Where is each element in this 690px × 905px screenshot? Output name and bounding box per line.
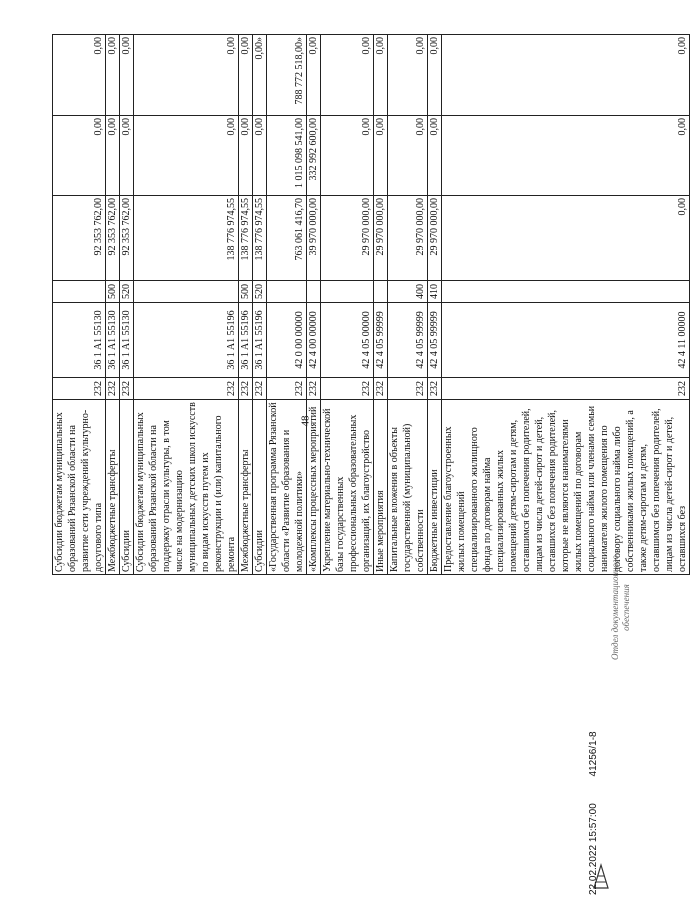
row-name: Субсидии — [120, 400, 134, 575]
row-sum-3: 0,00 — [388, 35, 428, 116]
rotated-table-container — [52, 35, 688, 575]
row-csr: 36 1 A1 55130 — [120, 303, 134, 378]
table-row — [321, 35, 374, 575]
row-vr — [53, 281, 106, 303]
row-csr: 36 1 A1 55196 — [253, 303, 267, 378]
row-sum-2: 0,00 — [239, 116, 253, 196]
row-name: Предоставление благоустроенных жилых помещений специализированного жилищного фонда по договорам найма специализированных жилых помещений детям-сиротам и детям, оставшимся без попечения родителей, лицам из числа детей-сирот и детей, оставшихся без попечения родителей, которые не являются нанимателями жилых помещений по договорам социального найма или членами семьи нанимателя жилого помещения по договору социального найма либо собственниками жилых помещений, а также детям-сиротам и детям, оставшимся без попечения родителей, лицам из числа детей-сирот и детей, оставшихся без — [442, 400, 690, 575]
row-name: Капитальные вложения в объекты государственной (муниципальной) собственности — [388, 400, 428, 575]
row-sum-3: 0,00» — [253, 35, 267, 116]
row-ministry: 232 — [253, 378, 267, 400]
row-sum-1: 29 970 000,00 — [321, 196, 374, 281]
row-sum-2: 0,00 — [253, 116, 267, 196]
row-name: Иные мероприятия — [374, 400, 388, 575]
row-ministry: 232 — [120, 378, 134, 400]
row-sum-1: 0,00 — [442, 196, 690, 281]
row-sum-2: 0,00 — [388, 116, 428, 196]
row-sum-1: 92 353 762,00 — [106, 196, 120, 281]
row-sum-3: 0,00 — [307, 35, 321, 116]
budget-table-body — [53, 35, 690, 575]
row-sum-3: 0,00 — [428, 35, 442, 116]
table-row — [267, 35, 307, 575]
row-sum-3: 0,00 — [374, 35, 388, 116]
row-csr: 36 1 A1 55196 — [239, 303, 253, 378]
row-sum-3: 0,00 — [134, 35, 239, 116]
row-ministry: 232 — [53, 378, 106, 400]
row-name: Межбюджетные трансферты — [106, 400, 120, 575]
row-sum-1: 92 353 762,00 — [53, 196, 106, 281]
row-vr — [134, 281, 239, 303]
row-ministry: 232 — [134, 378, 239, 400]
stamp-line-1: Отдел документационного — [610, 555, 620, 660]
row-csr: 42 4 11 00000 — [442, 303, 690, 378]
row-csr: 42 4 05 99999 — [374, 303, 388, 378]
footer — [588, 707, 599, 895]
row-vr — [307, 281, 321, 303]
row-csr: 42 4 05 99999 — [388, 303, 428, 378]
row-sum-2: 0,00 — [428, 116, 442, 196]
table-row — [374, 35, 388, 575]
table-row — [106, 35, 120, 575]
row-sum-3: 0,00 — [53, 35, 106, 116]
row-ministry: 232 — [239, 378, 253, 400]
budget-table — [52, 34, 690, 575]
table-row — [239, 35, 253, 575]
row-sum-1: 29 970 000,00 — [374, 196, 388, 281]
row-sum-3: 0,00 — [442, 35, 690, 116]
row-vr: 400 — [388, 281, 428, 303]
row-ministry: 232 — [388, 378, 428, 400]
row-sum-2: 332 992 600,00 — [307, 116, 321, 196]
row-vr: 520 — [120, 281, 134, 303]
row-ministry: 232 — [321, 378, 374, 400]
row-sum-3: 0,00 — [239, 35, 253, 116]
row-csr: 42 0 00 00000 — [267, 303, 307, 378]
row-vr — [374, 281, 388, 303]
row-ministry: 232 — [374, 378, 388, 400]
row-sum-1: 29 970 000,00 — [388, 196, 428, 281]
row-ministry: 232 — [106, 378, 120, 400]
row-ministry: 232 — [307, 378, 321, 400]
row-sum-2: 0,00 — [134, 116, 239, 196]
row-sum-1: 92 353 762,00 — [120, 196, 134, 281]
row-sum-2: 0,00 — [442, 116, 690, 196]
row-sum-1: 39 970 000,00 — [307, 196, 321, 281]
row-vr — [321, 281, 374, 303]
row-sum-3: 788 772 518,00» — [267, 35, 307, 116]
row-sum-1: 29 970 000,00 — [428, 196, 442, 281]
row-ministry: 232 — [442, 378, 690, 400]
footer-doc-id: 41256/1-8 — [588, 731, 599, 777]
table-row — [53, 35, 106, 575]
table-row — [428, 35, 442, 575]
row-name: «Государственная программа Рязанской области «Развитие образования и молодежной политики» — [267, 400, 307, 575]
row-sum-2: 0,00 — [106, 116, 120, 196]
table-row — [307, 35, 321, 575]
row-csr: 36 1 A1 55196 — [134, 303, 239, 378]
stamp-line-2: обеспечения — [621, 584, 631, 631]
row-sum-2: 1 015 098 541,00 — [267, 116, 307, 196]
row-sum-2: 0,00 — [321, 116, 374, 196]
row-sum-2: 0,00 — [120, 116, 134, 196]
row-vr: 500 — [106, 281, 120, 303]
row-name: Межбюджетные трансферты — [239, 400, 253, 575]
row-name: Укрепление материально-технической базы государственных профессиональных образовательных организаций, их благоустройство — [321, 400, 374, 575]
row-vr: 520 — [253, 281, 267, 303]
row-name: Субсидии бюджетам муниципальных образований Рязанской области на поддержку отрасли культуры, в том числе на модернизацию муниципальных детских школ искусств по видам искусств путем их реконструкции и (или) капитального ремонта — [134, 400, 239, 575]
row-ministry: 232 — [428, 378, 442, 400]
table-row — [134, 35, 239, 575]
row-sum-1: 138 776 974,55 — [134, 196, 239, 281]
row-sum-3: 0,00 — [106, 35, 120, 116]
row-csr: 42 4 00 00000 — [307, 303, 321, 378]
row-name: Субсидии бюджетам муниципальных образований Рязанской области на развитие сети учреждений культурно-досугового типа — [53, 400, 106, 575]
row-csr: 42 4 05 00000 — [321, 303, 374, 378]
row-name: «Комплексы процессных мероприятий — [307, 400, 321, 575]
row-name: Субсидии — [253, 400, 267, 575]
row-name: Бюджетные инвестиции — [428, 400, 442, 575]
row-csr: 42 4 05 99999 — [428, 303, 442, 378]
table-row — [253, 35, 267, 575]
table-row — [442, 35, 690, 575]
row-csr: 36 1 A1 55130 — [106, 303, 120, 378]
page-number: 48 — [299, 415, 312, 427]
row-vr: 500 — [239, 281, 253, 303]
row-vr: 410 — [428, 281, 442, 303]
stamp — [610, 555, 632, 660]
row-sum-1: 138 776 974,55 — [239, 196, 253, 281]
row-sum-1: 763 061 416,70 — [267, 196, 307, 281]
row-sum-1: 138 776 974,55 — [253, 196, 267, 281]
row-sum-3: 0,00 — [321, 35, 374, 116]
row-sum-2: 0,00 — [374, 116, 388, 196]
row-csr: 36 1 A1 55130 — [53, 303, 106, 378]
row-vr — [267, 281, 307, 303]
footer-date: 22.02.2022 15:57:00 — [588, 803, 599, 895]
row-vr — [442, 281, 690, 303]
row-sum-3: 0,00 — [120, 35, 134, 116]
table-row — [388, 35, 428, 575]
row-sum-2: 0,00 — [53, 116, 106, 196]
row-ministry: 232 — [267, 378, 307, 400]
table-row — [120, 35, 134, 575]
